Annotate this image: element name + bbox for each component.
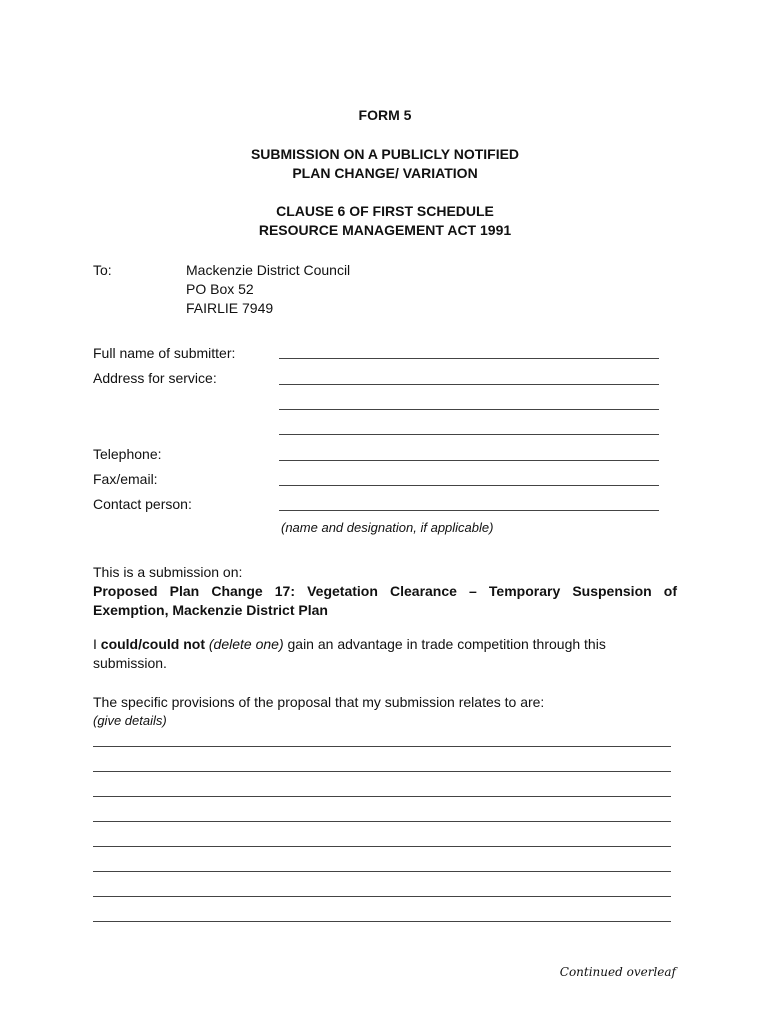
form-number: FORM 5 [358,107,412,123]
plan-change-line2: Exemption, Mackenzie District Plan [93,602,328,618]
details-line-3[interactable] [93,796,671,797]
telephone-field[interactable] [279,460,659,461]
trade-prefix: I [93,636,101,652]
details-line-5[interactable] [93,846,671,847]
recipient-po-box: PO Box 52 [186,281,254,297]
details-line-1[interactable] [93,746,671,747]
contact-person-label: Contact person: [93,496,192,512]
telephone-label: Telephone: [93,446,162,462]
full-name-field[interactable] [279,358,659,359]
form-title-line1: SUBMISSION ON A PUBLICLY NOTIFIED [250,146,520,162]
trade-hint: (delete one) [208,636,284,652]
fax-email-field[interactable] [279,485,659,486]
full-name-label: Full name of submitter: [93,345,236,361]
trade-choice[interactable]: could/could not [100,636,205,652]
contact-person-field[interactable] [279,510,659,511]
details-line-8[interactable] [93,921,671,922]
details-line-2[interactable] [93,771,671,772]
fax-email-label: Fax/email: [93,471,158,487]
submission-intro: This is a submission on: [93,564,243,580]
trade-competition-line2: submission. [93,655,167,671]
provisions-hint: (give details) [93,713,167,728]
address-field-line3[interactable] [279,434,659,435]
clause-line2: RESOURCE MANAGEMENT ACT 1991 [258,222,512,238]
address-field-line2[interactable] [279,409,659,410]
provisions-text: The specific provisions of the proposal that my submission relates to are: [93,694,545,710]
address-label: Address for service: [93,370,217,386]
plan-change-line1: Proposed Plan Change 17: Vegetation Clearance – Temporary Suspension of [93,583,677,599]
address-field-line1[interactable] [279,384,659,385]
continued-overleaf: Continued overleaf [559,965,676,979]
recipient-city: FAIRLIE 7949 [186,300,274,316]
trade-rest: gain an advantage in trade competition through this [283,636,606,652]
details-line-6[interactable] [93,871,671,872]
to-label: To: [93,262,112,278]
details-line-4[interactable] [93,821,671,822]
contact-hint: (name and designation, if applicable) [281,520,494,535]
form-title-line2: PLAN CHANGE/ VARIATION [292,165,478,181]
details-line-7[interactable] [93,896,671,897]
recipient-name: Mackenzie District Council [186,262,351,278]
clause-line1: CLAUSE 6 OF FIRST SCHEDULE [276,203,494,219]
trade-competition-line1 [93,636,606,652]
